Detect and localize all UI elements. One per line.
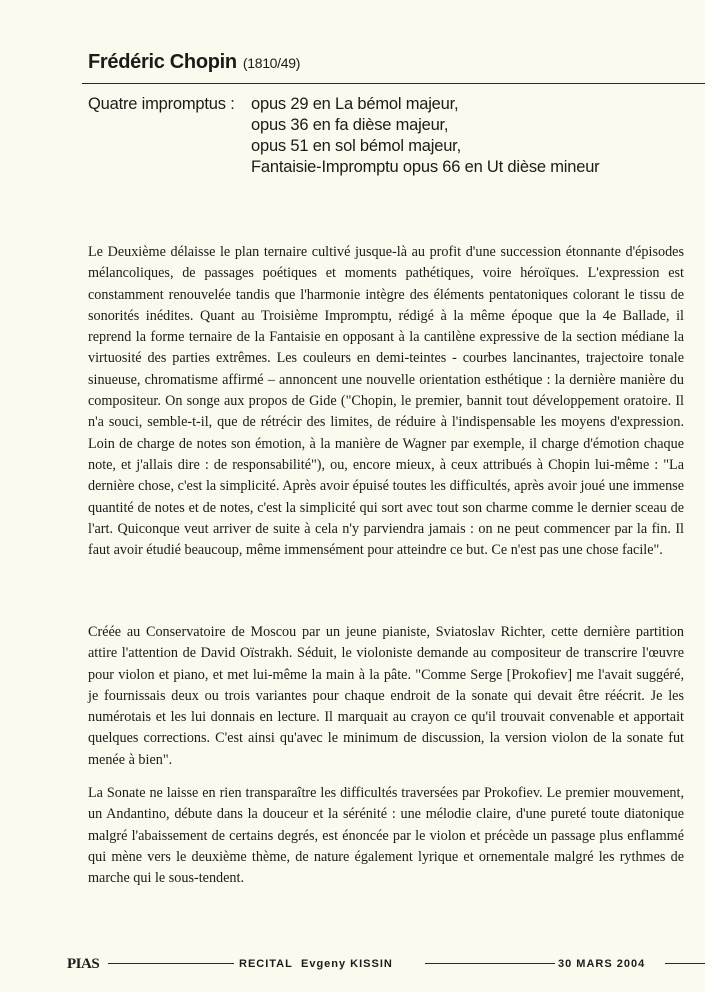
work-item: Fantaisie-Impromptu opus 66 en Ut dièse mineur (251, 158, 600, 176)
footer-recital (239, 958, 393, 970)
footer-rule (108, 963, 234, 964)
composer-dates: (1810/49) (242, 55, 301, 71)
work-item: opus 36 en fa dièse majeur, (251, 116, 449, 134)
footer-recital-label: RECITAL (239, 958, 293, 970)
footer-rule (665, 963, 705, 964)
footer-performer: Evgeny KISSIN (300, 958, 393, 970)
work-item: opus 51 en sol bémol majeur, (251, 137, 461, 155)
body-paragraph: Créée au Conservatoire de Moscou par un jeune pianiste, Sviatoslav Richter, cette dernière partition attire l'attention de David Oïstrakh. Séduit, le violoniste demande au compositeur de transcrire l'œuvre pour violon et piano, et met lui-même la main à la pâte. "Comme Serge [Prokofiev] me l'avait suggéré, je fournissais deux ou trois variantes pour chaque endroit de la sonate qui devait être réécrit. Je les numérotais et les lui donnais en lecture. Il marquait au crayon ce qu'il trouvait convenable et apportait quelques corrections. C'est ainsi qu'avec le minimum de discussion, la version violon de la sonate fut menée à bien". (88, 624, 684, 768)
works-label: Quatre impromptus : (88, 95, 235, 113)
header-rule (82, 83, 705, 84)
work-item: opus 29 en La bémol majeur, (251, 95, 459, 113)
footer-date: 30 MARS 2004 (558, 958, 646, 970)
composer-name: Frédéric Chopin (88, 51, 237, 73)
body-paragraph: Le Deuxième délaisse le plan ternaire cultivé jusque-là au profit d'une succession étonnante d'épisodes mélancoliques, de passages poétiques et moments pathétiques, voire héroïques. L'expression est constamment renouvelée tandis que l'harmonie intègre des éléments pentatoniques colorant le tissu de sonorités inédites. Quant au Troisième Impromptu, rédigé à la même époque que la 4e Ballade, il reprend la forme ternaire de la Fantaisie en opposant à la cantilène expressive de la section médiane la virtuosité des parties extrêmes. Les couleurs en demi-teintes - courbes lancinantes, trajectoire tonale sinueuse, chromatisme affirmé – annoncent une nouvelle orientation esthétique : la dernière manière du compositeur. On songe aux propos de Gide ("Chopin, le premier, bannit tout développement oratoire. Il n'a souci, semble-t-il, que de rétrécir des limites, de réduire à l'indispensable les moyens d'expression. Loin de charge de notes son émotion, à la manière de Wagner par exemple, il charge d'émotion chaque note, et j'allais dire : de responsabilité"), ou, encore mieux, à ceux attribués à Chopin lui-même : "La dernière chose, c'est la simplicité. Après avoir épuisé toutes les difficultés, après avoir joué une immense quantité de notes et de notes, c'est la simplicité qui sort avec tout son charme comme le dernier sceau de l'art. Quiconque veut arriver de suite à cela n'y parviendra jamais : on ne peut commencer par la fin. Il faut avoir étudié beaucoup, même immensément pour atteindre ce but. Ce n'est pas une chose facile". (88, 244, 684, 559)
footer-rule (425, 963, 555, 964)
footer-logo: PIAS (67, 956, 100, 972)
body-paragraph: La Sonate ne laisse en rien transparaître les difficultés traversées par Prokofiev. Le premier mouvement, un Andantino, débute dans la douceur et la sérénité : une mélodie claire, d'une pureté toute diatonique malgré l'abaissement de certains degrés, est énoncée par le violon et précède un passage plus enflammé qui mène vers le deuxième thème, de nature également lyrique et ornementale malgré les rythmes de marche qui le sous-tendent. (88, 785, 684, 887)
page-title (88, 51, 300, 74)
